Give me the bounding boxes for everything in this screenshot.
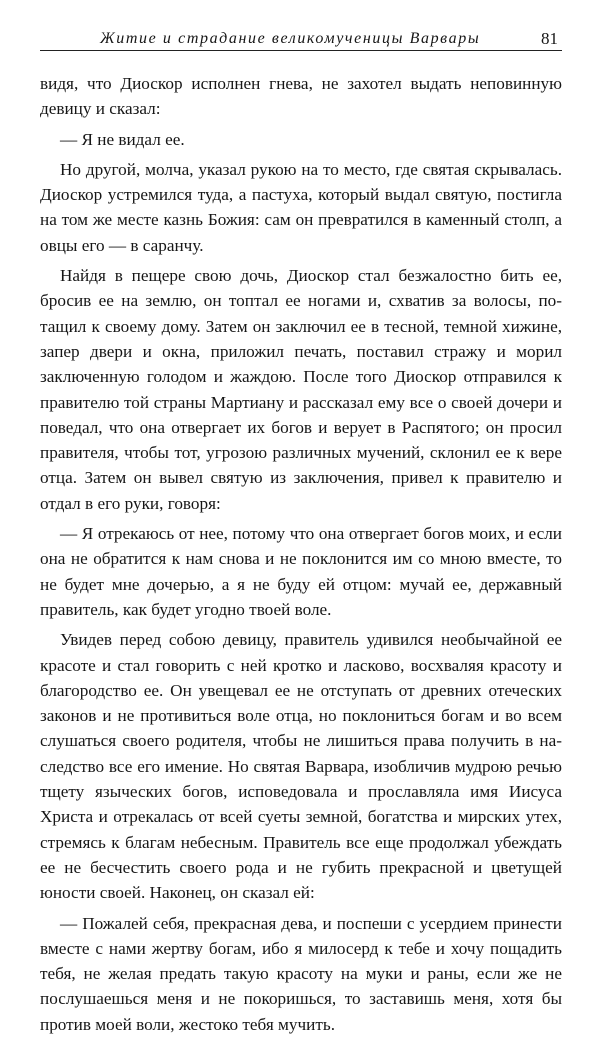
paragraph: видя, что Диоскор исполнен гнева, не захотел выдать неповинную девицу и сказал:	[40, 74, 562, 119]
page-number: 81	[541, 29, 558, 48]
body-text	[40, 71, 562, 1037]
paragraph: — Пожалей себя, прекрасная дева, и поспеши с усердием принести вместе с нами жертву богам, ибо я милосерд к тебе и хочу пощадить тебя, не желая предать такую красоту на муки и раны, если же не послушаешься меня и не покоришься, то заставишь меня, хотя бы против моей воли, жестоко тебя мучить.	[40, 913, 562, 1034]
paragraph: Увидев перед собою девицу, правитель удивился необычайной ее красоте и стал говорить с ней кротко и ласково, восхваляя красоту и благородство ее. Он увещевал ее не отступать от древних отеческих законов и не противиться воле отца, но поклониться богам и во всем слушаться своего родителя, чтобы не лишиться права получить в наследство все его имение. Но святая Варвара, изобличив мудрою речью тщету языческих богов, исповедовала и прославляла имя Иисуса Христа и отрекалась от всей суеты земной, богатства и мирских утех, стремясь к благам небесным. Правитель все еще продолжал убеждать ее не бесчестить своего рода и не губить прекрасной и цветущей юности своей. Наконец, он сказал ей:	[40, 630, 562, 903]
running-title: Житие и страдание великомученицы Варвары	[100, 30, 481, 47]
paragraph: — Я отрекаюсь от нее, потому что она отвергает богов моих, и если она не обратится к нам снова и не поклонится им со мною вместе, то не будет мне дочерью, а я не буду ей отцом: мучай ее, державный правитель, как будет угодно твоей воле.	[40, 524, 562, 619]
paragraph: Найдя в пещере свою дочь, Диоскор стал безжалостно бить ее, бросив ее на землю, он топтал ее ногами и, схватив за волосы, потащил к своему дому. Затем он заключил ее в тесной, темной хижине, запер двери и окна, приложил печать, поставил стражу и морил заключенную голодом и жаждою. После того Диоскор отправился к правителю той страны Мартиану и рассказал ему все о своей дочери и поведал, что она отвергает их богов и верует в Распятого; он просил правителя, чтобы тот, угрозою различных мучений, склонил ее к вере отца. Затем он вывел святую из заключения, привел к правителю и отдал в его руки, говоря:	[40, 266, 562, 513]
paragraph: Но другой, молча, указал рукою на то место, где святая скрывалась. Диоскор устремился туда, а пастуха, который выдал святую, постигла на том же месте казнь Божия: сам он превратился в каменный столп, а овцы его — в саранчу.	[40, 159, 562, 255]
paragraph: — Я не видал ее.	[60, 129, 185, 149]
running-header	[40, 26, 562, 51]
book-page	[40, 0, 562, 1034]
